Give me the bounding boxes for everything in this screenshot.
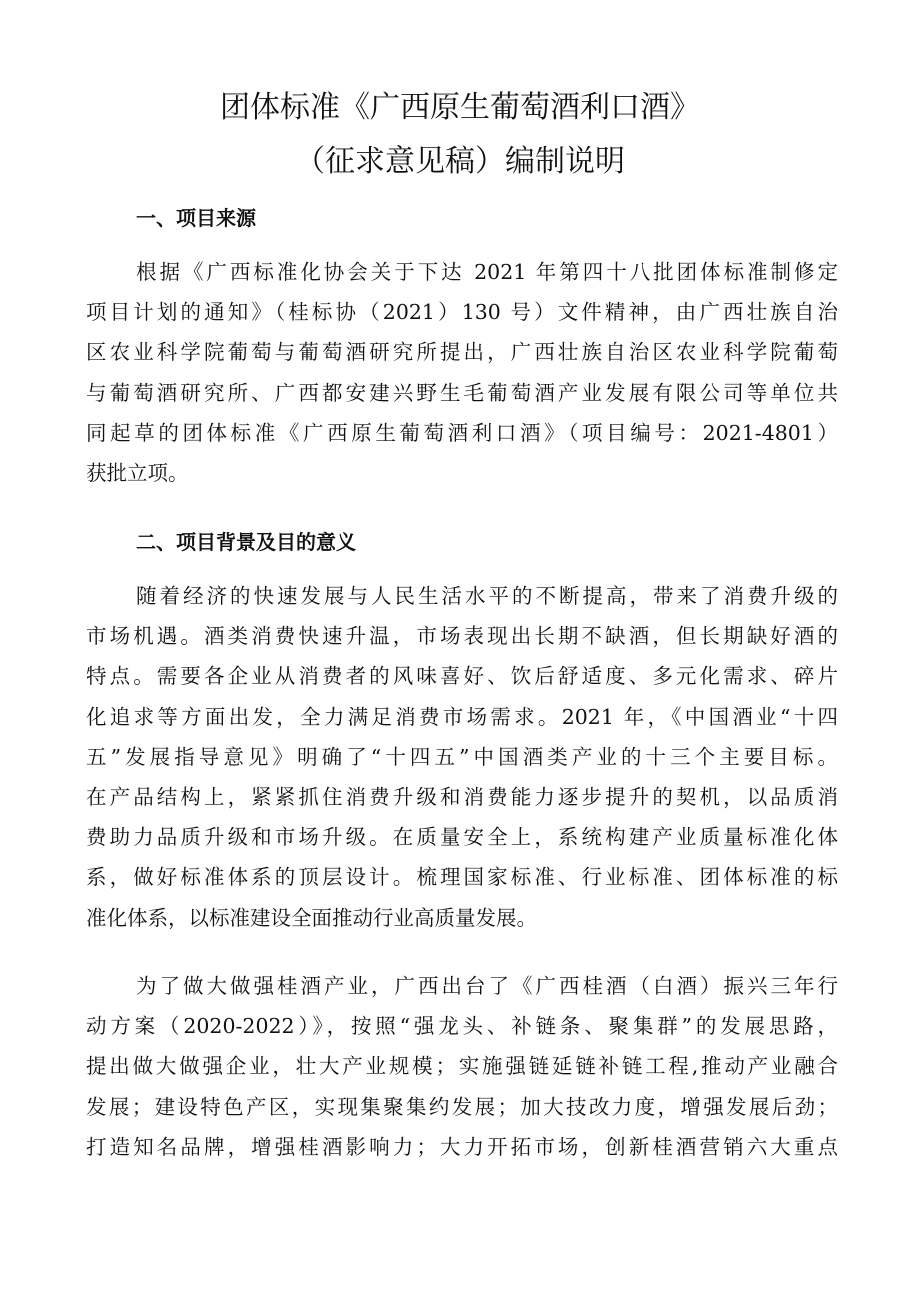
text-line: 区农业科学院葡萄与葡萄酒研究所提出，广西壮族自治区农业科学院葡萄 [86,340,838,365]
text-line: 提出做大做强企业，壮大产业规模；实施强链延链补链工程,推动产业融合 [86,1054,838,1079]
text-line: 特点。需要各企业从消费者的风味喜好、饮后舒适度、多元化需求、碎片 [86,664,838,689]
section-heading-background: 二、项目背景及目的意义 [136,530,356,554]
text-line: 同起草的团体标准《广西原生葡萄酒利口酒》（项目编号：2021-4801） [86,420,838,445]
text-line: 项目计划的通知》（桂标协（2021）130 号）文件精神，由广西壮族自治 [86,300,838,325]
text-line: 打造知名品牌，增强桂酒影响力；大力开拓市场，创新桂酒营销六大重点 [86,1134,838,1159]
document-title-line-1: 团体标准《广西原生葡萄酒利口酒》 [220,90,700,125]
text-line: 动方案（2020-2022）》，按照“强龙头、补链条、聚集群”的发展思路， [86,1014,838,1039]
section-heading-project-source: 一、项目来源 [136,206,256,230]
text-line: 市场机遇。酒类消费快速升温，市场表现出长期不缺酒，但长期缺好酒的 [86,624,838,649]
text-line: 在产品结构上，紧紧抓住消费升级和消费能力逐步提升的契机，以品质消 [86,784,838,809]
text-line: 随着经济的快速发展与人民生活水平的不断提高，带来了消费升级的 [136,584,838,608]
text-line: 系，做好标准体系的顶层设计。梳理国家标准、行业标准、团体标准的标 [86,865,838,890]
text-line: 五”发展指导意见》明确了“十四五”中国酒类产业的十三个主要目标。 [86,744,838,769]
document-title-line-2: （征求意见稿）编制说明 [295,144,625,179]
text-line: 费助力品质升级和市场升级。在质量安全上，系统构建产业质量标准化体 [86,825,838,850]
text-line: 发展；建设特色产区，实现集聚集约发展；加大技改力度，增强发展后劲； [86,1094,838,1119]
paragraph-background-1 [86,576,838,938]
text-line: 根据《广西标准化协会关于下达 2021 年第四十八批团体标准制修定 [136,260,838,284]
paragraph-project-source [86,252,838,493]
paragraph-background-2 [86,966,838,1167]
text-line: 为了做大做强桂酒产业，广西出台了《广西桂酒（白酒）振兴三年行 [136,974,838,998]
text-line: 与葡萄酒研究所、广西都安建兴野生毛葡萄酒产业发展有限公司等单位共 [86,380,838,405]
text-line: 准化体系，以标准建设全面推动行业高质量发展。 [86,905,537,930]
text-line: 获批立项。 [86,460,189,485]
text-line: 化追求等方面出发，全力满足消费市场需求。2021 年，《中国酒业“十四 [86,704,838,729]
